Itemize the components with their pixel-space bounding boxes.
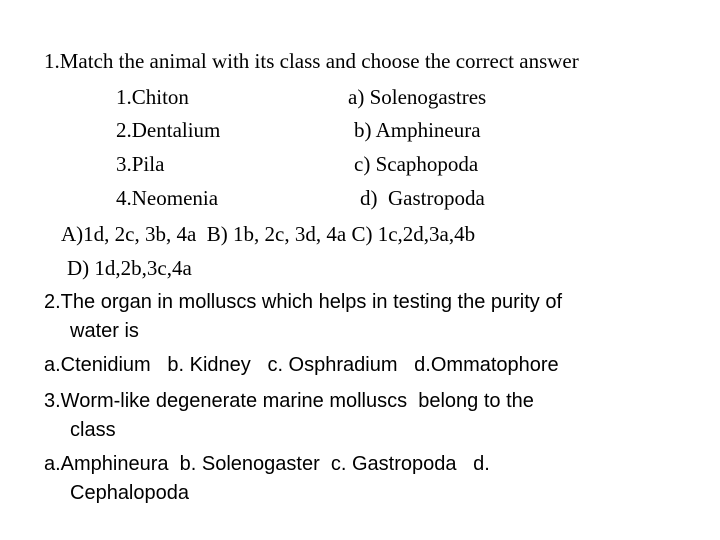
- q1-class-c: c) Scaphopoda: [354, 152, 479, 176]
- question-3-prompt-line-2: class: [70, 419, 116, 441]
- question-2-prompt-line-1: 2.The organ in molluscs which helps in testing the purity of: [44, 291, 563, 313]
- q1-options-line-2: D) 1d,2b,3c,4a: [67, 256, 192, 280]
- q1-animal-4: 4.Neomenia: [116, 186, 219, 210]
- question-1-prompt: 1.Match the animal with its class and choose the correct answer: [44, 49, 579, 73]
- q1-animal-1: 1.Chiton: [116, 85, 189, 109]
- question-3-options-line-2: Cephalopoda: [70, 482, 189, 504]
- question-3-prompt-line-1: 3.Worm-like degenerate marine molluscs belong to the: [44, 390, 534, 412]
- q1-class-b: b) Amphineura: [354, 118, 481, 142]
- q1-animal-3: 3.Pila: [116, 152, 165, 176]
- q1-class-d: d) Gastropoda: [360, 186, 485, 210]
- q1-options-line-1: A)1d, 2c, 3b, 4a B) 1b, 2c, 3d, 4a C) 1c,2d,3a,4b: [61, 222, 476, 246]
- q1-class-a: a) Solenogastres: [348, 85, 487, 109]
- question-3-options-line-1: a.Amphineura b. Solenogaster c. Gastropoda d.: [44, 453, 490, 475]
- question-2-options: a.Ctenidium b. Kidney c. Osphradium d.Ommatophore: [44, 354, 559, 376]
- q1-animal-2: 2.Dentalium: [116, 118, 221, 142]
- question-2-prompt-line-2: water is: [70, 320, 139, 342]
